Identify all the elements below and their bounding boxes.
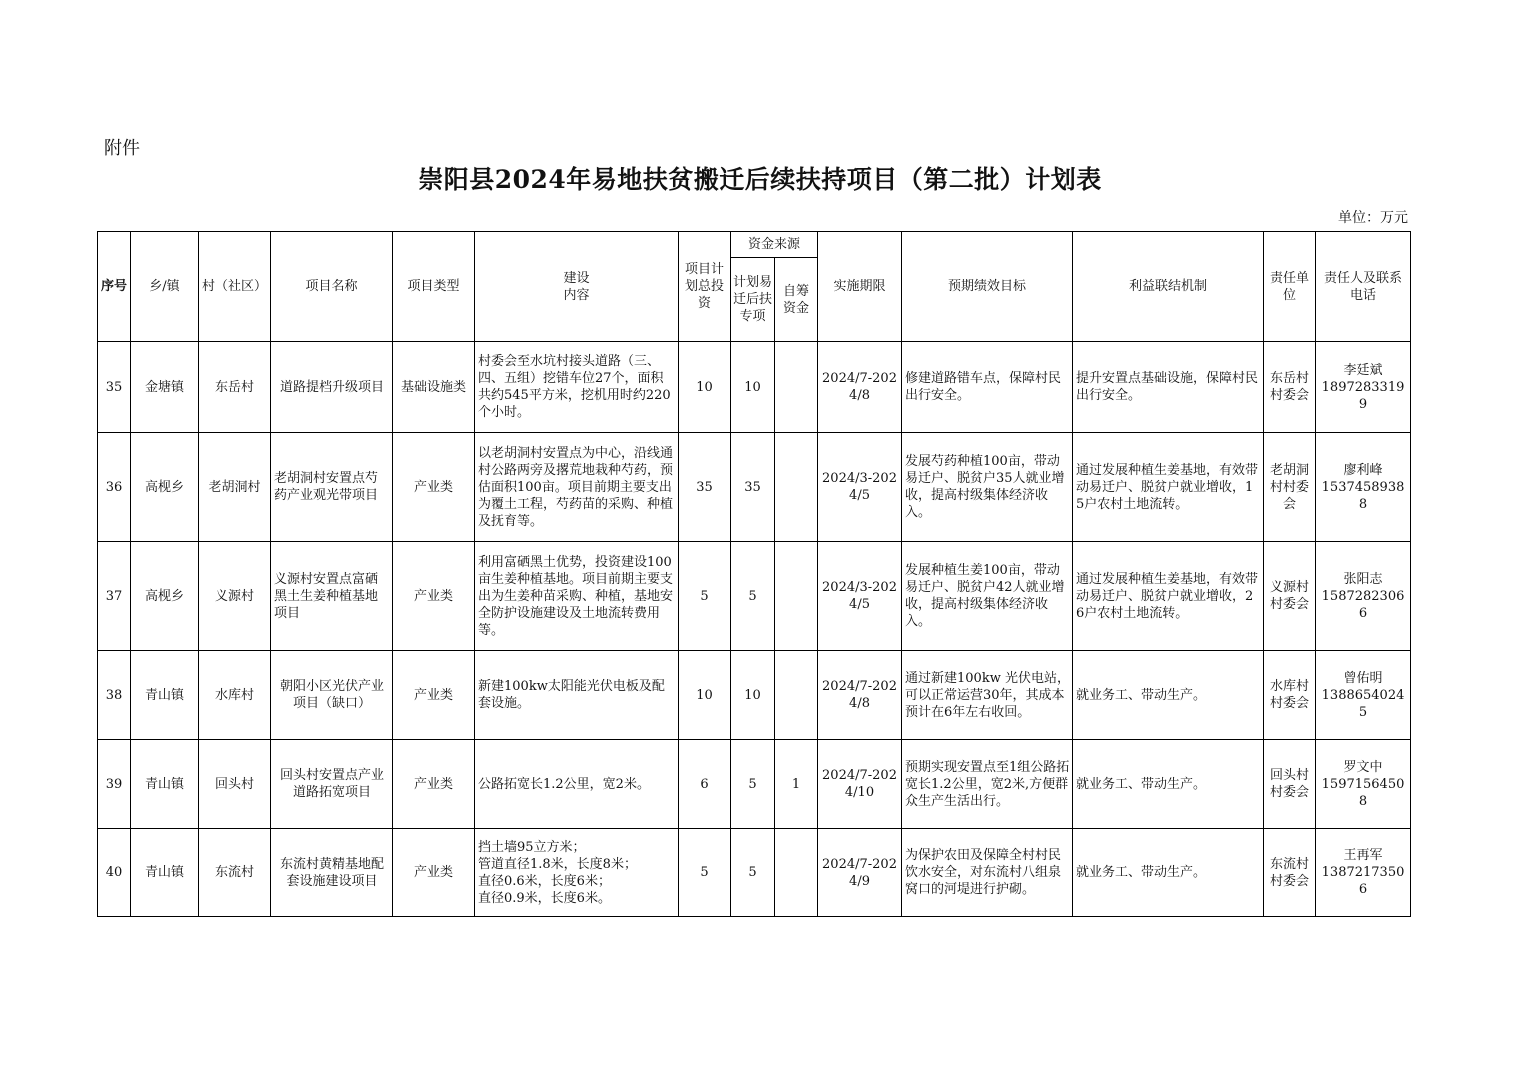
contact-person: 张阳志 (1343, 571, 1383, 587)
header-seq: 序号 (98, 232, 131, 342)
cell-fund-self: 1 (775, 740, 818, 829)
cell-seq: 36 (98, 433, 131, 542)
header-village: 村（社区） (199, 232, 271, 342)
cell-village: 义源村 (199, 542, 271, 651)
header-fund-source: 资金来源 (731, 232, 818, 258)
contact-person: 罗文中 (1343, 759, 1383, 775)
table-row (98, 651, 1411, 740)
cell-fund-special: 5 (731, 829, 775, 917)
contact-person: 王再军 (1343, 848, 1383, 863)
cell-unit: 水库村村委会 (1264, 651, 1316, 740)
cell-fund-self (775, 651, 818, 740)
cell-unit: 回头村村委会 (1264, 740, 1316, 829)
cell-village: 东流村 (199, 829, 271, 917)
cell-contact (1316, 433, 1411, 542)
contact-phone: 15872823066 (1321, 588, 1405, 621)
header-goal: 预期绩效目标 (902, 232, 1073, 342)
cell-content: 利用富硒黑土优势，投资建设100亩生姜种植基地。项目前期主要支出为生姜种苗采购、种植，基地安全防护设施建设及土地流转费用等。 (475, 542, 679, 651)
contact-person: 曾佑明 (1343, 670, 1383, 686)
cell-mechanism: 就业务工、带动生产。 (1073, 651, 1264, 740)
table-row (98, 433, 1411, 542)
header-fund-special: 计划易迁后扶专项 (731, 258, 775, 342)
header-fund-self: 自筹资金 (775, 258, 818, 342)
cell-town: 青山镇 (131, 651, 199, 740)
cell-town: 青山镇 (131, 829, 199, 917)
table-row (98, 829, 1411, 917)
header-project-name: 项目名称 (271, 232, 393, 342)
cell-content: 挡土墙95立方米； 管道直径1.8米，长度8米； 直径0.6米，长度6米； 直径0.9米，长度6米。 (475, 829, 679, 917)
cell-fund-self (775, 342, 818, 433)
contact-phone: 13872173506 (1321, 865, 1405, 897)
cell-period: 2024/7-2024/8 (818, 651, 902, 740)
cell-project-name: 东流村黄精基地配套设施建设项目 (271, 829, 393, 917)
cell-goal: 为保护农田及保障全村村民饮水安全，对东流村八组泉窝口的河堤进行护砌。 (902, 829, 1073, 917)
cell-total-investment: 10 (679, 651, 731, 740)
table-row (98, 342, 1411, 433)
cell-fund-special: 10 (731, 342, 775, 433)
cell-project-type: 产业类 (393, 740, 475, 829)
cell-contact (1316, 651, 1411, 740)
cell-goal: 修建道路错车点，保障村民出行安全。 (902, 342, 1073, 433)
cell-mechanism: 就业务工、带动生产。 (1073, 740, 1264, 829)
header-town: 乡/镇 (131, 232, 199, 342)
cell-project-type: 产业类 (393, 433, 475, 542)
cell-project-name: 道路提档升级项目 (271, 342, 393, 433)
cell-fund-special: 10 (731, 651, 775, 740)
cell-goal: 发展种植生姜100亩，带动易迁户、脱贫户42人就业增收，提高村级集体经济收入。 (902, 542, 1073, 651)
page-title: 崇阳县2024年易地扶贫搬迁后续扶持项目（第二批）计划表 (418, 165, 1102, 194)
cell-seq: 38 (98, 651, 131, 740)
header-contact: 责任人及联系电话 (1316, 232, 1411, 342)
cell-contact (1316, 829, 1411, 917)
cell-period: 2024/3-2024/5 (818, 542, 902, 651)
table-row (98, 542, 1411, 651)
cell-town: 高枧乡 (131, 542, 199, 651)
cell-seq: 40 (98, 829, 131, 917)
cell-fund-self (775, 829, 818, 917)
cell-content: 村委会至水坑村接头道路（三、四、五组）挖错车位27个，面积共约545平方米，挖机用时约220个小时。 (475, 342, 679, 433)
cell-seq: 35 (98, 342, 131, 433)
cell-village: 东岳村 (199, 342, 271, 433)
cell-contact (1316, 740, 1411, 829)
cell-contact (1316, 542, 1411, 651)
contact-phone: 15374589388 (1321, 479, 1405, 512)
cell-fund-special: 5 (731, 542, 775, 651)
cell-unit: 老胡洞村村委会 (1264, 433, 1316, 542)
cell-project-type: 基础设施类 (393, 342, 475, 433)
cell-town: 青山镇 (131, 740, 199, 829)
cell-goal: 通过新建100kw 光伏电站，可以正常运营30年，其成本预计在6年左右收回。 (902, 651, 1073, 740)
header-total-investment: 项目计划总投资 (679, 232, 731, 342)
project-plan-table (97, 231, 1411, 917)
cell-content: 新建100kw太阳能光伏电板及配套设施。 (475, 651, 679, 740)
cell-goal: 发展芍药种植100亩，带动易迁户、脱贫户35人就业增收，提高村级集体经济收入。 (902, 433, 1073, 542)
cell-total-investment: 10 (679, 342, 731, 433)
header-content: 建设 内容 (475, 232, 679, 342)
cell-goal: 预期实现安置点至1组公路拓宽长1.2公里，宽2米,方便群众生产生活出行。 (902, 740, 1073, 829)
cell-town: 金塘镇 (131, 342, 199, 433)
cell-fund-self (775, 542, 818, 651)
contact-phone: 18972833199 (1321, 379, 1405, 412)
header-project-type: 项目类型 (393, 232, 475, 342)
cell-total-investment: 5 (679, 542, 731, 651)
cell-unit: 义源村村委会 (1264, 542, 1316, 651)
cell-contact (1316, 342, 1411, 433)
contact-person: 廖利峰 (1343, 462, 1383, 478)
cell-project-name: 朝阳小区光伏产业项目（缺口） (271, 651, 393, 740)
cell-total-investment: 35 (679, 433, 731, 542)
cell-unit: 东流村村委会 (1264, 829, 1316, 917)
cell-fund-special: 5 (731, 740, 775, 829)
cell-project-type: 产业类 (393, 829, 475, 917)
cell-mechanism: 就业务工、带动生产。 (1073, 829, 1264, 917)
header-period: 实施期限 (818, 232, 902, 342)
cell-seq: 39 (98, 740, 131, 829)
cell-seq: 37 (98, 542, 131, 651)
cell-village: 回头村 (199, 740, 271, 829)
table-row (98, 740, 1411, 829)
cell-fund-special: 35 (731, 433, 775, 542)
cell-content: 公路拓宽长1.2公里，宽2米。 (475, 740, 679, 829)
cell-project-name: 回头村安置点产业道路拓宽项目 (271, 740, 393, 829)
cell-total-investment: 6 (679, 740, 731, 829)
cell-town: 高枧乡 (131, 433, 199, 542)
cell-project-type: 产业类 (393, 542, 475, 651)
cell-project-type: 产业类 (393, 651, 475, 740)
header-mechanism: 利益联结机制 (1073, 232, 1264, 342)
cell-period: 2024/7-2024/10 (818, 740, 902, 829)
header-unit: 责任单位 (1264, 232, 1316, 342)
cell-fund-self (775, 433, 818, 542)
cell-mechanism: 通过发展种植生姜基地，有效带动易迁户、脱贫户就业增收，15户农村土地流转。 (1073, 433, 1264, 542)
cell-project-name: 老胡洞村安置点芍药产业观光带项目 (271, 433, 393, 542)
cell-village: 老胡洞村 (199, 433, 271, 542)
cell-period: 2024/7-2024/9 (818, 829, 902, 917)
contact-phone: 15971564508 (1321, 776, 1405, 809)
contact-phone: 13886540245 (1321, 687, 1405, 720)
cell-mechanism: 通过发展种植生姜基地，有效带动易迁户、脱贫户就业增收，26户农村土地流转。 (1073, 542, 1264, 651)
cell-project-name: 义源村安置点富硒黑土生姜种植基地项目 (271, 542, 393, 651)
cell-total-investment: 5 (679, 829, 731, 917)
unit-label: 单位：万元 (1338, 210, 1408, 226)
cell-period: 2024/3-2024/5 (818, 433, 902, 542)
cell-mechanism: 提升安置点基础设施，保障村民出行安全。 (1073, 342, 1264, 433)
cell-unit: 东岳村村委会 (1264, 342, 1316, 433)
cell-village: 水库村 (199, 651, 271, 740)
contact-person: 李廷斌 (1343, 362, 1383, 378)
cell-content: 以老胡洞村安置点为中心，沿线通村公路两旁及撂荒地栽种芍药，预估面积100亩。项目前期主要支出为覆土工程，芍药苗的采购、种植及抚育等。 (475, 433, 679, 542)
cell-period: 2024/7-2024/8 (818, 342, 902, 433)
attachment-label: 附件 (104, 138, 140, 159)
